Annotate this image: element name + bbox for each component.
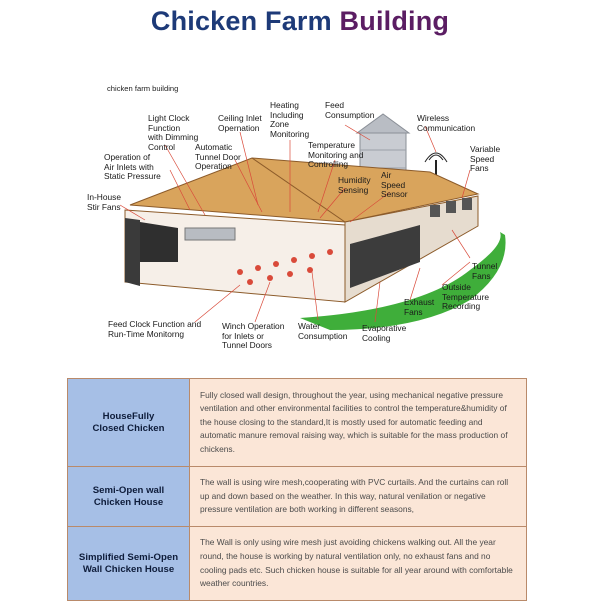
label-exhaust: Exhaust Fans — [404, 297, 435, 317]
row-heading — [68, 467, 190, 527]
label-tunnel-door: Automatic Tunnel Door Operation — [195, 142, 241, 172]
ceiling-duct — [185, 228, 235, 240]
title-part-1: Chicken Farm — [150, 6, 332, 36]
label-water: Water Consumption — [298, 321, 348, 341]
row-heading-text: HouseFully Closed Chicken — [92, 410, 165, 434]
label-stir-fans: In-House Stir Fans — [87, 192, 121, 212]
table-row — [68, 379, 527, 467]
table-row — [68, 527, 527, 601]
label-winch: Winch Operation for Inlets or Tunnel Doors — [222, 321, 285, 351]
label-temperature: Temperature Monitoring and Controlling — [308, 140, 364, 170]
row-heading — [68, 379, 190, 467]
row-heading-text: Semi-Open wall Chicken House — [92, 484, 165, 508]
label-humidity: Humidity Sensing — [338, 175, 371, 195]
label-outside-temp: Outside Temperature Recording — [442, 282, 490, 312]
row-heading — [68, 527, 190, 601]
label-air-inlets: Operation of Air Inlets with Static Pressure — [104, 152, 161, 182]
label-evaporative: Evaporative Cooling — [362, 323, 407, 343]
house-type-table — [67, 378, 527, 601]
label-feed-clock: Feed Clock Function and Run-Time Monitorng — [108, 319, 202, 339]
row-description: The wall is using wire mesh,cooperating with PVC curtails. And the curtains can roll up and down based on the weather. In this way, natural venilation or negative pressure ventilation are both working in different seasons, — [190, 467, 527, 527]
table-row — [68, 467, 527, 527]
title-part-2: Building — [339, 6, 450, 36]
diagram-caption: chicken farm building — [107, 84, 179, 93]
label-feed-consumption: Feed Consumption — [325, 100, 375, 120]
label-air-speed: Air Speed Sensor — [381, 170, 408, 200]
row-description: Fully closed wall design, throughout the year, using mechanical negative pressure ventilation and other environmental facilities to control the temperature&humidity of the house closing to the standard,It is mostly used for automatic feeding and automatic manure removal raising way, which is suitable for the mass production of chickens. — [190, 379, 527, 467]
row-heading-text: Simplified Semi-Open Wall Chicken House — [78, 551, 179, 575]
row-description: The Wall is only using wire mesh just avoiding chickens walking out. All the year round, the house is working by natural ventilation only, no exhaust fans and no cooling pads etc. Such chicken house is suitable for all year around with comfortable weather countries. — [190, 527, 527, 601]
label-heating: Heating Including Zone Monitoring — [270, 100, 310, 139]
label-ceiling-inlet: Ceiling Inlet Opernation — [218, 113, 262, 133]
end-wall — [125, 218, 140, 286]
label-wireless: Wireless Communication — [417, 113, 476, 133]
label-variable-fans: Variable Speed Fans — [470, 144, 501, 174]
label-tunnel-fans: Tunnel Fans — [472, 261, 498, 281]
label-light-clock: Light Clock Function with Dimming Control — [148, 113, 199, 152]
